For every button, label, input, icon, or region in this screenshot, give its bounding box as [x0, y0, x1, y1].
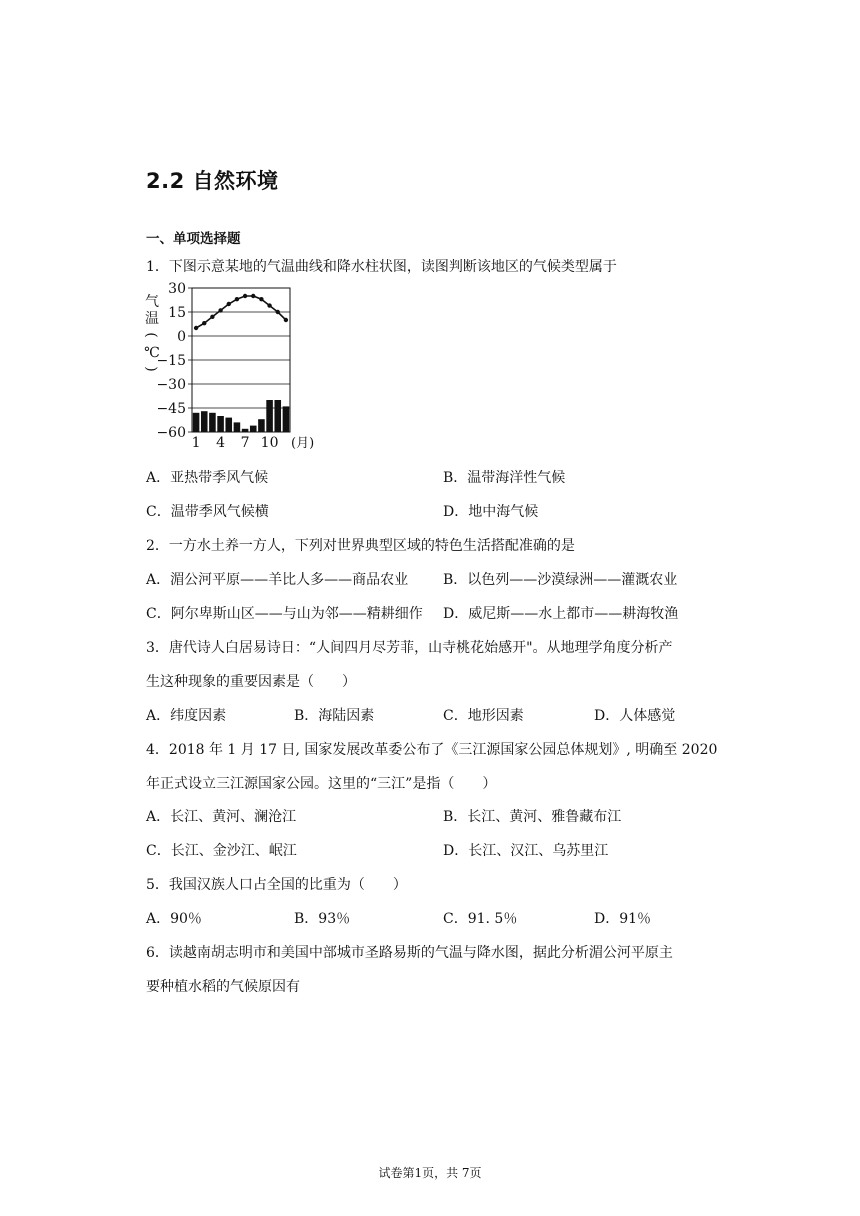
precipitation-bar — [201, 411, 208, 432]
q2-option-d[interactable]: D．威尼斯——水上都市——耕海牧渔 — [443, 606, 679, 622]
question-6-text-line1: 6．读越南胡志明市和美国中部城市圣路易斯的气温与降水图，据此分析湄公河平原主 — [146, 945, 673, 961]
precipitation-bar — [250, 426, 257, 432]
y-tick-label: 15 — [168, 305, 186, 321]
precipitation-bar — [283, 406, 290, 432]
y-axis-label-char: ) — [143, 366, 159, 372]
temperature-point — [218, 308, 222, 312]
page-title: 2.2 自然环境 — [146, 169, 279, 193]
q3-option-c[interactable]: C．地形因素 — [443, 708, 524, 724]
q1-option-d[interactable]: D．地中海气候 — [443, 504, 539, 520]
q5-option-b[interactable]: B．93％ — [294, 911, 351, 927]
temperature-point — [267, 303, 271, 307]
y-tick-labels — [156, 281, 186, 441]
precipitation-bars — [193, 400, 289, 432]
precipitation-bar — [217, 416, 224, 432]
q3-option-a[interactable]: A．纬度因素 — [146, 708, 227, 724]
precipitation-bar — [234, 422, 241, 432]
temperature-point — [227, 302, 231, 306]
temperature-point — [276, 310, 280, 314]
question-3-text-line1: 3．唐代诗人白居易诗日：“人间四月尽芳菲，山寺桃花始感开"。从地理学角度分析产 — [146, 640, 673, 656]
precipitation-bar — [209, 413, 216, 432]
temperature-point — [235, 297, 239, 301]
page-footer: 试卷第1页，共 7页 — [378, 1166, 482, 1180]
temperature-point — [243, 294, 247, 298]
x-tick-label: 7 — [240, 435, 250, 451]
y-axis-label-char: ℃ — [144, 345, 160, 361]
precipitation-bar — [266, 400, 273, 432]
q2-option-c[interactable]: C．阿尔卑斯山区——与山为邻——精耕细作 — [146, 606, 423, 622]
q5-option-d[interactable]: D．91％ — [594, 911, 652, 927]
y-tick-label: −60 — [156, 425, 186, 441]
precipitation-bar — [258, 419, 265, 432]
q5-option-a[interactable]: A．90％ — [146, 911, 202, 927]
precipitation-bar — [242, 429, 249, 432]
climate-chart — [140, 280, 320, 455]
precipitation-bar — [193, 413, 200, 432]
temperature-point — [210, 315, 214, 319]
x-axis-unit: (月) — [291, 436, 315, 451]
temperature-point — [259, 297, 263, 301]
y-axis-label-char: 温 — [145, 311, 159, 327]
precipitation-bar — [225, 418, 232, 432]
q1-option-a[interactable]: A．亚热带季风气候 — [146, 470, 269, 486]
q4-option-a[interactable]: A．长江、黄河、澜沧江 — [146, 809, 297, 825]
x-tick-label: 10 — [260, 435, 279, 451]
x-tick-labels — [192, 435, 315, 451]
y-tick-label: −45 — [156, 401, 186, 417]
temperature-point — [202, 321, 206, 325]
y-tick-label: 30 — [168, 281, 186, 297]
q1-option-c[interactable]: C．温带季风气候横 — [146, 504, 269, 520]
x-tick-label: 4 — [216, 435, 226, 451]
q2-option-a[interactable]: A．湄公河平原——羊比人多——商品农业 — [146, 572, 409, 588]
precipitation-bar — [274, 400, 281, 432]
y-tick-label: −30 — [156, 377, 186, 393]
question-5-text: 5．我国汉族人口占全国的比重为（ ） — [146, 877, 407, 893]
y-tick-label: −15 — [156, 353, 186, 369]
temperature-point — [284, 318, 288, 322]
y-axis-label-char: 气 — [145, 294, 159, 310]
q5-option-c[interactable]: C．91. 5％ — [443, 911, 518, 927]
question-4-text-line1: 4．2018 年 1 月 17 日, 国家发展改革委公布了《三江源国家公园总体规划》, 明确至 2020 — [146, 742, 718, 758]
q4-option-c[interactable]: C．长江、金沙江、岷江 — [146, 843, 297, 859]
q2-option-b[interactable]: B．以色列——沙漠绿洲——灌溉农业 — [443, 572, 678, 588]
temperature-point — [194, 326, 198, 330]
question-2-text: 2．一方水土养一方人，下列对世界典型区域的特色生活搭配准确的是 — [146, 538, 575, 554]
section-heading: 一、单项选择题 — [146, 231, 241, 247]
q3-option-d[interactable]: D．人体感觉 — [594, 708, 676, 724]
question-1-text: 1．下图示意某地的气温曲线和降水柱状图，读图判断该地区的气候类型属于 — [146, 259, 617, 275]
q3-option-b[interactable]: B．海陆因素 — [294, 708, 375, 724]
q4-option-b[interactable]: B．长江、黄河、雅鲁藏布江 — [443, 809, 622, 825]
q1-option-b[interactable]: B．温带海洋性气候 — [443, 470, 566, 486]
q4-option-d[interactable]: D．长江、汉江、乌苏里江 — [443, 843, 609, 859]
x-tick-label: 1 — [191, 435, 201, 451]
temperature-point — [251, 294, 255, 298]
y-axis-label-char: ( — [143, 332, 159, 338]
question-4-text-line2: 年正式设立三江源国家公园。这里的“三江”是指（ ） — [146, 776, 497, 792]
question-3-text-line2: 生这种现象的重要因素是（ ） — [146, 674, 356, 690]
y-tick-label: 0 — [177, 329, 186, 345]
question-6-text-line2: 要种植水稻的气候原因有 — [146, 979, 300, 995]
